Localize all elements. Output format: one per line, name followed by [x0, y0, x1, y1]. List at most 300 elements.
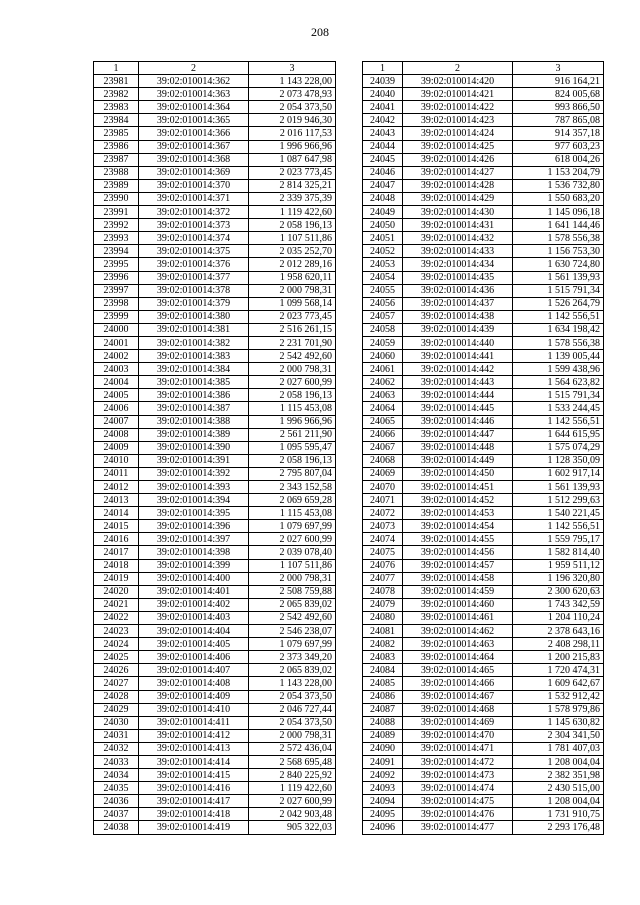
cadastral-number-cell: 39:02:010014:458	[403, 572, 513, 585]
cadastral-value-cell: 1 630 724,80	[513, 258, 604, 271]
cadastral-value-cell: 2 339 375,39	[249, 192, 336, 205]
table-row	[363, 441, 604, 454]
row-number-cell: 24082	[363, 638, 403, 651]
cadastral-value-cell: 1 142 556,51	[513, 415, 604, 428]
row-number-cell: 23984	[94, 114, 139, 127]
table-row	[363, 598, 604, 611]
cadastral-number-cell: 39:02:010014:436	[403, 284, 513, 297]
row-number-cell: 24044	[363, 140, 403, 153]
cadastral-number-cell: 39:02:010014:395	[139, 507, 249, 520]
cadastral-value-cell: 787 865,08	[513, 114, 604, 127]
cadastral-number-cell: 39:02:010014:409	[139, 690, 249, 703]
table-row	[363, 638, 604, 651]
row-number-cell: 24088	[363, 716, 403, 729]
cadastral-value-cell: 1 515 791,34	[513, 284, 604, 297]
cadastral-number-cell: 39:02:010014:380	[139, 310, 249, 323]
cadastral-value-cell: 1 128 350,09	[513, 454, 604, 467]
row-number-cell: 24090	[363, 742, 403, 755]
table-row	[94, 755, 336, 768]
row-number-cell: 24045	[363, 153, 403, 166]
row-number-cell: 24083	[363, 651, 403, 664]
row-number-cell: 24058	[363, 323, 403, 336]
row-number-cell: 24086	[363, 690, 403, 703]
cadastral-value-cell: 1 532 912,42	[513, 690, 604, 703]
row-number-cell: 24077	[363, 572, 403, 585]
cadastral-number-cell: 39:02:010014:373	[139, 219, 249, 232]
cadastral-number-cell: 39:02:010014:377	[139, 271, 249, 284]
row-number-cell: 24056	[363, 297, 403, 310]
row-number-cell: 24016	[94, 533, 139, 546]
table-row	[94, 389, 336, 402]
cadastral-number-cell: 39:02:010014:389	[139, 428, 249, 441]
cadastral-value-cell: 1 578 556,38	[513, 336, 604, 349]
cadastral-number-cell: 39:02:010014:442	[403, 363, 513, 376]
cadastral-value-cell: 1 515 791,34	[513, 389, 604, 402]
table-header-row	[363, 62, 604, 75]
row-number-cell: 24017	[94, 546, 139, 559]
row-number-cell: 24012	[94, 481, 139, 494]
row-number-cell: 24031	[94, 729, 139, 742]
cadastral-number-cell: 39:02:010014:397	[139, 533, 249, 546]
row-number-cell: 24010	[94, 454, 139, 467]
cadastral-value-cell: 1 958 620,11	[249, 271, 336, 284]
cadastral-number-cell: 39:02:010014:421	[403, 88, 513, 101]
table-row	[363, 114, 604, 127]
row-number-cell: 23995	[94, 258, 139, 271]
table-row	[94, 677, 336, 690]
cadastral-value-cell: 2 035 252,70	[249, 245, 336, 258]
cadastral-number-cell: 39:02:010014:457	[403, 559, 513, 572]
row-number-cell: 24020	[94, 585, 139, 598]
cadastral-value-cell: 1 087 647,98	[249, 153, 336, 166]
row-number-cell: 23981	[94, 75, 139, 88]
row-number-cell: 24057	[363, 310, 403, 323]
table-row	[94, 88, 336, 101]
cadastral-value-cell: 2 027 600,99	[249, 533, 336, 546]
table-row	[363, 232, 604, 245]
cadastral-value-cell: 2 039 078,40	[249, 546, 336, 559]
table-row	[363, 363, 604, 376]
cadastral-number-cell: 39:02:010014:368	[139, 153, 249, 166]
row-number-cell: 24069	[363, 467, 403, 480]
table-row	[363, 219, 604, 232]
table-row	[363, 821, 604, 834]
cadastral-value-cell: 905 322,03	[249, 821, 336, 834]
cadastral-value-cell: 1 079 697,99	[249, 520, 336, 533]
row-number-cell: 24043	[363, 127, 403, 140]
cadastral-value-cell: 1 959 511,12	[513, 559, 604, 572]
table-row	[363, 101, 604, 114]
cadastral-value-cell: 916 164,21	[513, 75, 604, 88]
row-number-cell: 23996	[94, 271, 139, 284]
cadastral-value-cell: 2 000 798,31	[249, 363, 336, 376]
table-row	[363, 245, 604, 258]
table-body-right	[363, 75, 604, 834]
cadastral-value-cell: 1 575 074,29	[513, 441, 604, 454]
row-number-cell: 24085	[363, 677, 403, 690]
cadastral-value-cell: 2 430 515,00	[513, 782, 604, 795]
row-number-cell: 24035	[94, 782, 139, 795]
table-row	[363, 428, 604, 441]
table-row	[94, 664, 336, 677]
table-row	[94, 323, 336, 336]
cadastral-number-cell: 39:02:010014:411	[139, 716, 249, 729]
row-number-cell: 24033	[94, 755, 139, 768]
row-number-cell: 24008	[94, 428, 139, 441]
cadastral-number-cell: 39:02:010014:453	[403, 507, 513, 520]
cadastral-number-cell: 39:02:010014:430	[403, 206, 513, 219]
cadastral-value-cell: 1 644 615,95	[513, 428, 604, 441]
row-number-cell: 24025	[94, 651, 139, 664]
table-row	[94, 297, 336, 310]
cadastral-value-cell: 1 145 630,82	[513, 716, 604, 729]
row-number-cell: 24050	[363, 219, 403, 232]
table-row	[94, 729, 336, 742]
table-row	[94, 821, 336, 834]
row-number-cell: 24073	[363, 520, 403, 533]
cadastral-number-cell: 39:02:010014:437	[403, 297, 513, 310]
row-number-cell: 23990	[94, 192, 139, 205]
cadastral-value-cell: 2 027 600,99	[249, 376, 336, 389]
cadastral-number-cell: 39:02:010014:384	[139, 363, 249, 376]
row-number-cell: 24015	[94, 520, 139, 533]
row-number-cell: 23989	[94, 179, 139, 192]
cadastral-number-cell: 39:02:010014:398	[139, 546, 249, 559]
row-number-cell: 23992	[94, 219, 139, 232]
cadastral-value-cell: 1 196 320,80	[513, 572, 604, 585]
cadastral-value-cell: 1 095 595,47	[249, 441, 336, 454]
cadastral-number-cell: 39:02:010014:418	[139, 808, 249, 821]
cadastral-number-cell: 39:02:010014:435	[403, 271, 513, 284]
cadastral-number-cell: 39:02:010014:390	[139, 441, 249, 454]
cadastral-number-cell: 39:02:010014:366	[139, 127, 249, 140]
cadastral-number-cell: 39:02:010014:387	[139, 402, 249, 415]
cadastral-value-cell: 2 058 196,13	[249, 389, 336, 402]
table-row	[94, 192, 336, 205]
cadastral-value-cell: 2 012 289,16	[249, 258, 336, 271]
row-number-cell: 24029	[94, 703, 139, 716]
cadastral-number-cell: 39:02:010014:465	[403, 664, 513, 677]
cadastral-value-cell: 2 054 373,50	[249, 690, 336, 703]
table-row	[363, 769, 604, 782]
table-row	[94, 179, 336, 192]
row-number-cell: 24072	[363, 507, 403, 520]
cadastral-value-cell: 1 582 814,40	[513, 546, 604, 559]
cadastral-value-cell: 2 065 839,02	[249, 598, 336, 611]
cadastral-value-cell: 2 542 492,60	[249, 611, 336, 624]
cadastral-number-cell: 39:02:010014:470	[403, 729, 513, 742]
cadastral-number-cell: 39:02:010014:365	[139, 114, 249, 127]
row-number-cell: 24087	[363, 703, 403, 716]
column-header-value: 3	[249, 62, 336, 75]
row-number-cell: 24004	[94, 376, 139, 389]
cadastral-value-cell: 1 208 004,04	[513, 755, 604, 768]
cadastral-number-cell: 39:02:010014:473	[403, 769, 513, 782]
row-number-cell: 24002	[94, 350, 139, 363]
row-number-cell: 24080	[363, 611, 403, 624]
cadastral-number-cell: 39:02:010014:431	[403, 219, 513, 232]
cadastral-value-cell: 2 058 196,13	[249, 219, 336, 232]
cadastral-value-cell: 1 578 979,86	[513, 703, 604, 716]
cadastral-value-cell: 2 408 298,11	[513, 638, 604, 651]
cadastral-number-cell: 39:02:010014:463	[403, 638, 513, 651]
cadastral-value-cell: 1 602 917,14	[513, 467, 604, 480]
cadastral-number-cell: 39:02:010014:447	[403, 428, 513, 441]
cadastral-number-cell: 39:02:010014:383	[139, 350, 249, 363]
table-row	[94, 703, 336, 716]
row-number-cell: 24027	[94, 677, 139, 690]
cadastral-value-cell: 1 139 005,44	[513, 350, 604, 363]
cadastral-number-cell: 39:02:010014:382	[139, 336, 249, 349]
cadastral-value-cell: 1 153 204,79	[513, 166, 604, 179]
cadastral-number-cell: 39:02:010014:445	[403, 402, 513, 415]
table-row	[363, 310, 604, 323]
row-number-cell: 24014	[94, 507, 139, 520]
cadastral-value-cell: 2 572 436,04	[249, 742, 336, 755]
table-row	[363, 703, 604, 716]
row-number-cell: 24037	[94, 808, 139, 821]
cadastral-value-cell: 1 641 144,46	[513, 219, 604, 232]
column-header-number: 1	[94, 62, 139, 75]
row-number-cell: 23988	[94, 166, 139, 179]
cadastral-number-cell: 39:02:010014:407	[139, 664, 249, 677]
cadastral-value-cell: 2 073 478,93	[249, 88, 336, 101]
row-number-cell: 24036	[94, 795, 139, 808]
row-number-cell: 24079	[363, 598, 403, 611]
table-row	[363, 402, 604, 415]
table-row	[94, 533, 336, 546]
table-row	[94, 166, 336, 179]
cadastral-value-cell: 2 046 727,44	[249, 703, 336, 716]
cadastral-number-cell: 39:02:010014:420	[403, 75, 513, 88]
cadastral-value-cell: 2 000 798,31	[249, 729, 336, 742]
cadastral-number-cell: 39:02:010014:364	[139, 101, 249, 114]
cadastral-value-cell: 1 156 753,30	[513, 245, 604, 258]
cadastral-value-cell: 1 142 556,51	[513, 310, 604, 323]
cadastral-value-cell: 2 814 325,21	[249, 179, 336, 192]
table-row	[94, 336, 336, 349]
cadastral-value-cell: 1 526 264,79	[513, 297, 604, 310]
column-header-value: 3	[513, 62, 604, 75]
table-row	[363, 742, 604, 755]
table-row	[94, 795, 336, 808]
table-row	[363, 467, 604, 480]
cadastral-value-cell: 1 561 139,93	[513, 481, 604, 494]
table-row	[94, 625, 336, 638]
row-number-cell: 23993	[94, 232, 139, 245]
row-number-cell: 24047	[363, 179, 403, 192]
table-row	[363, 546, 604, 559]
row-number-cell: 24038	[94, 821, 139, 834]
table-row	[94, 782, 336, 795]
cadastral-value-cell: 2 293 176,48	[513, 821, 604, 834]
table-row	[363, 258, 604, 271]
cadastral-value-cell: 2 027 600,99	[249, 795, 336, 808]
cadastral-number-cell: 39:02:010014:475	[403, 795, 513, 808]
table-row	[363, 585, 604, 598]
column-header-number: 1	[363, 62, 403, 75]
table-row	[94, 559, 336, 572]
cadastral-value-cell: 2 000 798,31	[249, 284, 336, 297]
table-row	[94, 350, 336, 363]
table-row	[363, 284, 604, 297]
cadastral-number-cell: 39:02:010014:406	[139, 651, 249, 664]
cadastral-value-cell: 2 542 492,60	[249, 350, 336, 363]
cadastral-number-cell: 39:02:010014:446	[403, 415, 513, 428]
cadastral-value-cell: 1 559 795,17	[513, 533, 604, 546]
table-row	[363, 75, 604, 88]
row-number-cell: 24081	[363, 625, 403, 638]
cadastral-number-cell: 39:02:010014:427	[403, 166, 513, 179]
row-number-cell: 24009	[94, 441, 139, 454]
row-number-cell: 23994	[94, 245, 139, 258]
table-row	[94, 271, 336, 284]
cadastral-value-cell: 1 996 966,96	[249, 140, 336, 153]
row-number-cell: 24023	[94, 625, 139, 638]
cadastral-number-cell: 39:02:010014:376	[139, 258, 249, 271]
table-row	[363, 323, 604, 336]
row-number-cell: 24091	[363, 755, 403, 768]
table-row	[94, 808, 336, 821]
cadastral-number-cell: 39:02:010014:386	[139, 389, 249, 402]
table-row	[363, 454, 604, 467]
row-number-cell: 24076	[363, 559, 403, 572]
cadastral-number-cell: 39:02:010014:474	[403, 782, 513, 795]
row-number-cell: 24006	[94, 402, 139, 415]
row-number-cell: 24049	[363, 206, 403, 219]
table-row	[363, 297, 604, 310]
page-number: 208	[311, 25, 329, 39]
table-row	[363, 795, 604, 808]
row-number-cell: 24064	[363, 402, 403, 415]
table-row	[94, 507, 336, 520]
row-number-cell: 24096	[363, 821, 403, 834]
cadastral-value-cell: 2 000 798,31	[249, 572, 336, 585]
cadastral-value-cell: 2 019 946,30	[249, 114, 336, 127]
cadastral-value-cell: 2 508 759,88	[249, 585, 336, 598]
row-number-cell: 24052	[363, 245, 403, 258]
cadastral-value-cell: 1 200 215,83	[513, 651, 604, 664]
table-row	[94, 376, 336, 389]
row-number-cell: 24000	[94, 323, 139, 336]
cadastral-value-cell: 1 107 511,86	[249, 232, 336, 245]
table-row	[363, 729, 604, 742]
cadastral-number-cell: 39:02:010014:444	[403, 389, 513, 402]
cadastral-number-cell: 39:02:010014:381	[139, 323, 249, 336]
table-row	[363, 690, 604, 703]
row-number-cell: 24071	[363, 494, 403, 507]
table-row	[94, 481, 336, 494]
table-row	[363, 677, 604, 690]
cadastral-value-cell: 1 119 422,60	[249, 782, 336, 795]
table-row	[94, 585, 336, 598]
register-table-right	[362, 61, 604, 835]
cadastral-number-cell: 39:02:010014:400	[139, 572, 249, 585]
table-row	[363, 625, 604, 638]
cadastral-value-cell: 1 609 642,67	[513, 677, 604, 690]
row-number-cell: 24048	[363, 192, 403, 205]
table-row	[363, 572, 604, 585]
table-row	[94, 690, 336, 703]
cadastral-value-cell: 2 516 261,15	[249, 323, 336, 336]
row-number-cell: 24042	[363, 114, 403, 127]
table-row	[94, 402, 336, 415]
row-number-cell: 24039	[363, 75, 403, 88]
table-row	[94, 441, 336, 454]
cadastral-value-cell: 2 568 695,48	[249, 755, 336, 768]
table-row	[94, 572, 336, 585]
table-row	[94, 258, 336, 271]
cadastral-value-cell: 2 300 620,63	[513, 585, 604, 598]
cadastral-value-cell: 2 069 659,28	[249, 494, 336, 507]
row-number-cell: 24051	[363, 232, 403, 245]
table-row	[94, 153, 336, 166]
table-row	[363, 389, 604, 402]
row-number-cell: 24011	[94, 467, 139, 480]
cadastral-value-cell: 2 795 807,04	[249, 467, 336, 480]
cadastral-number-cell: 39:02:010014:399	[139, 559, 249, 572]
row-number-cell: 24032	[94, 742, 139, 755]
row-number-cell: 24001	[94, 336, 139, 349]
row-number-cell: 24067	[363, 441, 403, 454]
table-row	[363, 166, 604, 179]
cadastral-value-cell: 2 058 196,13	[249, 454, 336, 467]
cadastral-number-cell: 39:02:010014:374	[139, 232, 249, 245]
cadastral-value-cell: 1 107 511,86	[249, 559, 336, 572]
table-row	[363, 533, 604, 546]
table-row	[94, 219, 336, 232]
cadastral-number-cell: 39:02:010014:392	[139, 467, 249, 480]
cadastral-value-cell: 2 042 903,48	[249, 808, 336, 821]
row-number-cell: 24046	[363, 166, 403, 179]
cadastral-number-cell: 39:02:010014:379	[139, 297, 249, 310]
row-number-cell: 23982	[94, 88, 139, 101]
cadastral-value-cell: 1 512 299,63	[513, 494, 604, 507]
cadastral-number-cell: 39:02:010014:362	[139, 75, 249, 88]
cadastral-number-cell: 39:02:010014:372	[139, 206, 249, 219]
cadastral-number-cell: 39:02:010014:429	[403, 192, 513, 205]
cadastral-number-cell: 39:02:010014:472	[403, 755, 513, 768]
cadastral-value-cell: 1 781 407,03	[513, 742, 604, 755]
cadastral-number-cell: 39:02:010014:456	[403, 546, 513, 559]
row-number-cell: 24089	[363, 729, 403, 742]
table-body-left	[94, 75, 336, 834]
cadastral-value-cell: 2 023 773,45	[249, 166, 336, 179]
row-number-cell: 24013	[94, 494, 139, 507]
table-row	[94, 546, 336, 559]
register-table-left	[93, 61, 336, 835]
cadastral-value-cell: 1 550 683,20	[513, 192, 604, 205]
row-number-cell: 24084	[363, 664, 403, 677]
cadastral-number-cell: 39:02:010014:371	[139, 192, 249, 205]
cadastral-value-cell: 993 866,50	[513, 101, 604, 114]
table-row	[94, 101, 336, 114]
table-row	[363, 206, 604, 219]
cadastral-number-cell: 39:02:010014:449	[403, 454, 513, 467]
table-row	[363, 192, 604, 205]
row-number-cell: 24055	[363, 284, 403, 297]
table-row	[363, 481, 604, 494]
cadastral-value-cell: 1 533 244,45	[513, 402, 604, 415]
cadastral-number-cell: 39:02:010014:419	[139, 821, 249, 834]
table-row	[363, 376, 604, 389]
cadastral-number-cell: 39:02:010014:403	[139, 611, 249, 624]
row-number-cell: 23997	[94, 284, 139, 297]
row-number-cell: 24094	[363, 795, 403, 808]
row-number-cell: 24003	[94, 363, 139, 376]
table-row	[94, 140, 336, 153]
cadastral-number-cell: 39:02:010014:394	[139, 494, 249, 507]
